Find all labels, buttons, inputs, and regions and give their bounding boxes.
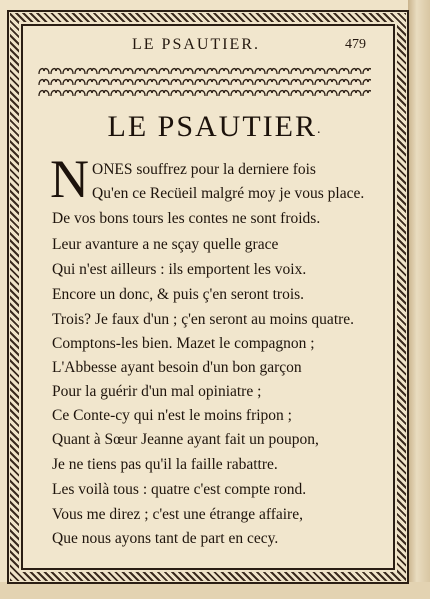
page-edge (408, 0, 430, 599)
running-title: LE PSAUTIER. (132, 36, 260, 53)
page-number: 479 (345, 37, 366, 52)
poem-line: Qui n'est ailleurs : ils emportent les voix. (52, 261, 307, 278)
poem-line: Je ne tiens pas qu'il la faille rabattre. (52, 456, 278, 473)
poem-line: Ce Conte-cy qui n'est le moins fripon ; (52, 407, 292, 424)
ornament-band-graphic (38, 65, 371, 99)
page-bottom-edge (0, 582, 430, 599)
poem-line: Quant à Sœur Jeanne ayant fait un poupon, (52, 431, 319, 448)
title-text: LE PSAUTIER (107, 110, 317, 143)
poem-line: Trois? Je faux d'un ; ç'en seront au moins quatre. (52, 311, 355, 328)
poem-line: Qu'en ce Recüeil malgré moy je vous place. (92, 185, 365, 202)
title-period: . (317, 122, 323, 137)
poem-line: L'Abbesse ayant besoin d'un bon garçon (52, 359, 302, 376)
poem-line: Vous me direz ; c'est une étrange affaire, (52, 506, 303, 523)
running-head (0, 36, 430, 56)
page-title (0, 110, 430, 144)
poem-line: ONES souffrez pour la derniere fois (92, 161, 316, 178)
poem-line: Que nous ayons tant de part en cecy. (52, 530, 279, 547)
ornament-band (38, 65, 371, 99)
poem-line: Les voilà tous : quatre c'est compte rond. (52, 481, 307, 498)
poem-line: Leur avanture a ne sçay quelle grace (52, 236, 279, 253)
poem-line: De vos bons tours les contes ne sont froids. (52, 210, 321, 227)
drop-cap: N (50, 149, 89, 209)
poem-line: Pour la guérir d'un mal opiniatre ; (52, 383, 262, 400)
poem-line: Comptons-les bien. Mazet le compagnon ; (52, 335, 315, 352)
poem-line: Encore un donc, & puis ç'en seront trois. (52, 286, 305, 303)
